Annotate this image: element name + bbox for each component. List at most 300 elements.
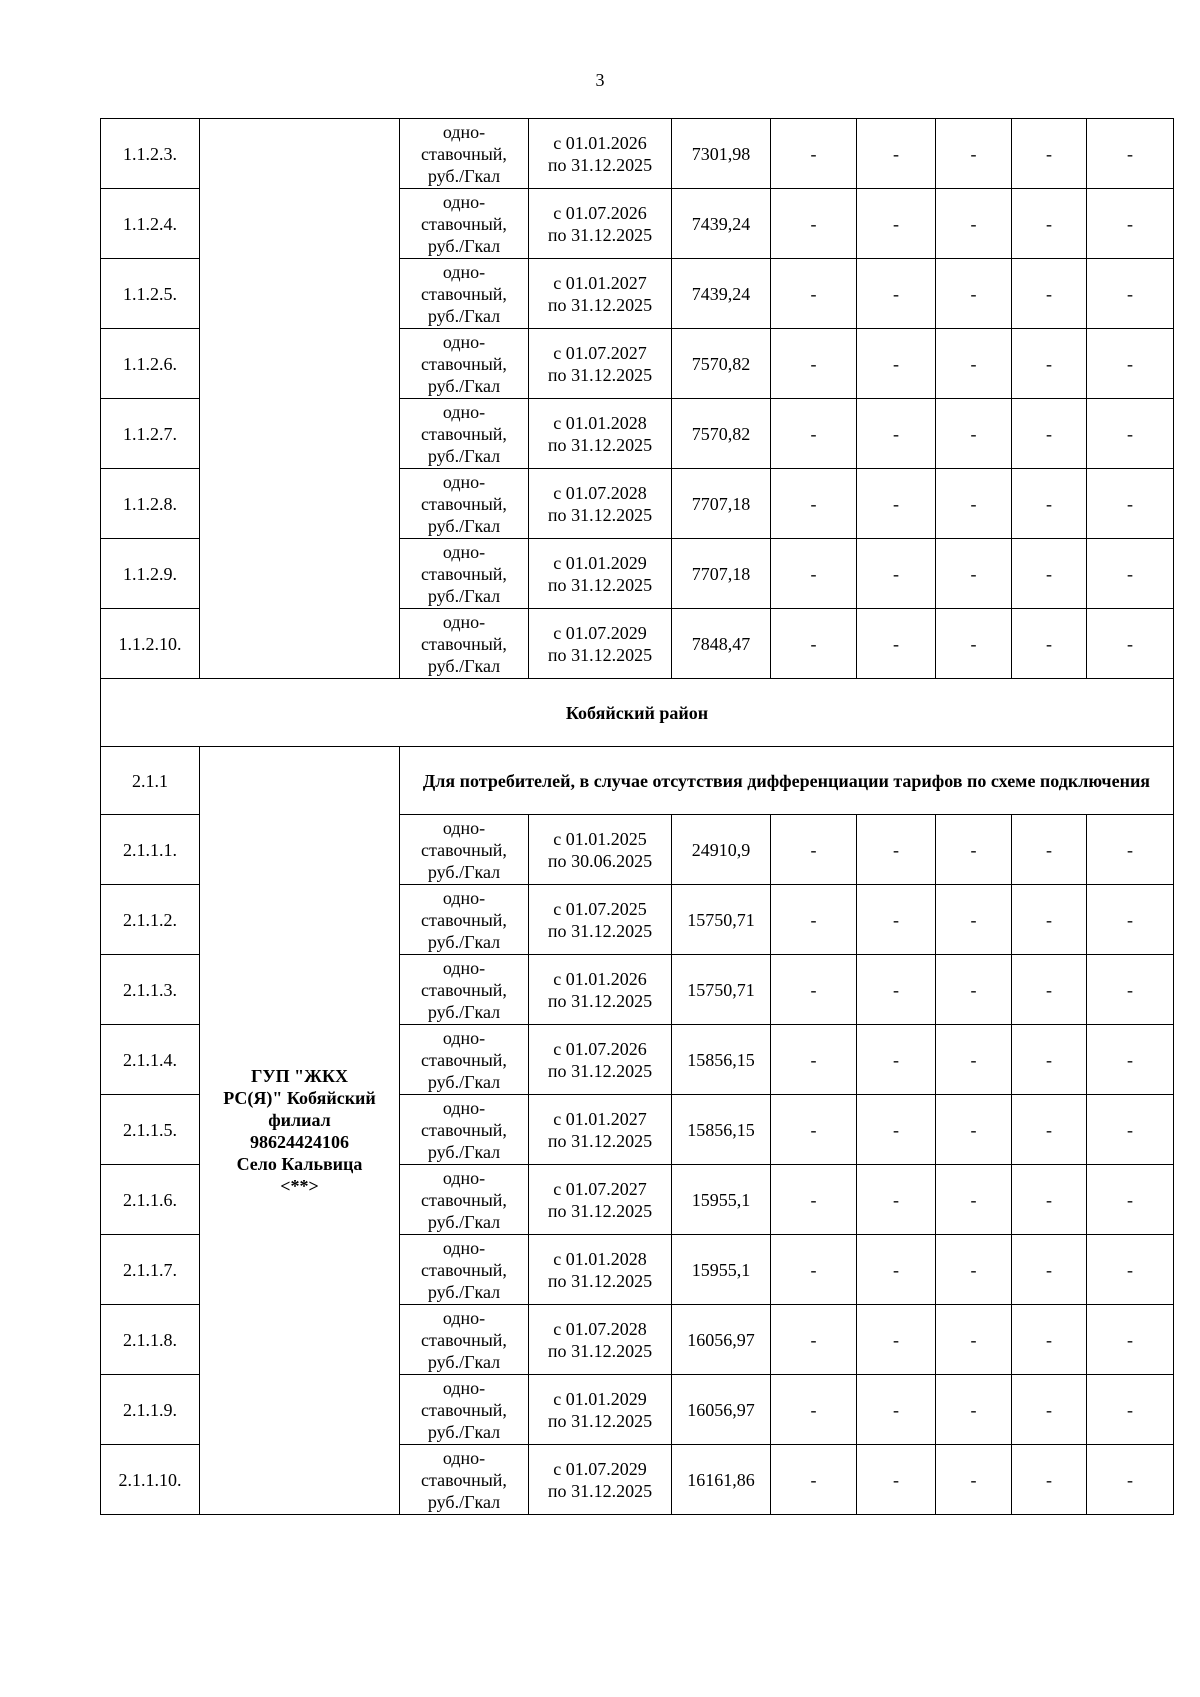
empty-dash-cell: - (1087, 1235, 1174, 1305)
period-prefix-to: по (547, 1480, 567, 1501)
empty-dash-cell: - (857, 1445, 936, 1515)
period-prefix-from: с (553, 412, 562, 433)
rate-type-line: одно- (442, 121, 486, 142)
rate-type-cell (400, 955, 529, 1025)
period-prefix-from: с (553, 1108, 562, 1129)
period-cell (529, 955, 672, 1025)
empty-dash-cell: - (1087, 329, 1174, 399)
tariff-table (100, 118, 1174, 1515)
period-to-date: 31.12.2025 (571, 1270, 653, 1291)
period-cell (529, 399, 672, 469)
period-prefix-from: с (553, 272, 562, 293)
period-prefix-to: по (547, 574, 567, 595)
rate-type-line: руб./Гкал (427, 165, 501, 186)
period-prefix-from: с (553, 828, 562, 849)
empty-dash-cell: - (936, 955, 1012, 1025)
period-prefix-from: с (553, 342, 562, 363)
empty-dash-cell: - (771, 955, 857, 1025)
empty-dash-cell: - (936, 1375, 1012, 1445)
region-row (101, 679, 1174, 747)
period-prefix-from: с (553, 968, 562, 989)
empty-dash-cell: - (1012, 1235, 1087, 1305)
empty-dash-cell: - (857, 815, 936, 885)
organization-line: филиал (268, 1109, 331, 1130)
period-prefix-from: с (553, 1388, 562, 1409)
period-from-date: 01.07.2028 (565, 482, 647, 503)
period-to-date: 31.12.2025 (571, 1060, 653, 1081)
table-row (101, 119, 1174, 189)
rate-type-cell (400, 1305, 529, 1375)
period-from-date: 01.01.2027 (565, 1108, 647, 1129)
rate-type-line: одно- (442, 887, 486, 908)
period-prefix-from: с (553, 1178, 562, 1199)
empty-dash-cell: - (1012, 885, 1087, 955)
empty-dash-cell: - (1087, 469, 1174, 539)
period-to-date: 31.12.2025 (571, 1130, 653, 1151)
empty-dash-cell: - (857, 329, 936, 399)
empty-dash-cell: - (771, 609, 857, 679)
empty-dash-cell: - (1087, 259, 1174, 329)
rate-type-line: ставочный, (421, 563, 507, 584)
rate-type-line: руб./Гкал (427, 305, 501, 326)
empty-dash-cell: - (1012, 399, 1087, 469)
period-from-date: 01.01.2028 (565, 412, 647, 433)
empty-dash-cell: - (936, 815, 1012, 885)
empty-dash-cell: - (1087, 1375, 1174, 1445)
period-from-date: 01.01.2027 (565, 272, 647, 293)
period-cell (529, 609, 672, 679)
empty-dash-cell: - (1087, 955, 1174, 1025)
tariff-value: 15856,15 (672, 1025, 771, 1095)
row-number: 2.1.1.2. (101, 885, 200, 955)
empty-dash-cell: - (771, 399, 857, 469)
rate-type-line: одно- (442, 1307, 486, 1328)
period-cell (529, 1305, 672, 1375)
empty-dash-cell: - (936, 119, 1012, 189)
row-number: 2.1.1.3. (101, 955, 200, 1025)
tariff-value: 15955,1 (672, 1235, 771, 1305)
empty-dash-cell: - (771, 1445, 857, 1515)
empty-dash-cell: - (1012, 119, 1087, 189)
rate-type-cell (400, 815, 529, 885)
row-number: 2.1.1.9. (101, 1375, 200, 1445)
rate-type-line: руб./Гкал (427, 1281, 501, 1302)
empty-dash-cell: - (771, 1025, 857, 1095)
empty-dash-cell: - (771, 119, 857, 189)
rate-type-line: руб./Гкал (427, 861, 501, 882)
rate-type-line: ставочный, (421, 909, 507, 930)
empty-dash-cell: - (1087, 399, 1174, 469)
rate-type-line: ставочный, (421, 839, 507, 860)
empty-dash-cell: - (857, 955, 936, 1025)
period-prefix-to: по (547, 990, 567, 1011)
period-from-date: 01.07.2029 (565, 622, 647, 643)
rate-type-line: одно- (442, 1097, 486, 1118)
empty-dash-cell: - (857, 259, 936, 329)
empty-dash-cell: - (1087, 1305, 1174, 1375)
empty-dash-cell: - (1012, 815, 1087, 885)
tariff-value: 16056,97 (672, 1305, 771, 1375)
rate-type-line: руб./Гкал (427, 445, 501, 466)
rate-type-line: руб./Гкал (427, 585, 501, 606)
period-from-date: 01.07.2029 (565, 1458, 647, 1479)
period-to-date: 31.12.2025 (571, 504, 653, 525)
period-from-date: 01.01.2025 (565, 828, 647, 849)
period-to-date: 31.12.2025 (571, 294, 653, 315)
row-number: 2.1.1.8. (101, 1305, 200, 1375)
rate-type-line: руб./Гкал (427, 375, 501, 396)
rate-type-line: одно- (442, 1447, 486, 1468)
empty-dash-cell: - (1012, 189, 1087, 259)
rate-type-line: ставочный, (421, 1189, 507, 1210)
empty-dash-cell: - (1087, 609, 1174, 679)
region-title: Кобяйский район (101, 679, 1174, 747)
rate-type-line: руб./Гкал (427, 1141, 501, 1162)
empty-dash-cell: - (857, 119, 936, 189)
empty-dash-cell: - (771, 1165, 857, 1235)
rate-type-line: ставочный, (421, 353, 507, 374)
rate-type-line: ставочный, (421, 1119, 507, 1140)
period-cell (529, 469, 672, 539)
rate-type-line: одно- (442, 1027, 486, 1048)
period-to-date: 31.12.2025 (571, 920, 653, 941)
empty-dash-cell: - (771, 1375, 857, 1445)
row-number: 2.1.1.1. (101, 815, 200, 885)
period-prefix-to: по (547, 504, 567, 525)
period-prefix-to: по (547, 224, 567, 245)
tariff-value: 15750,71 (672, 955, 771, 1025)
rate-type-cell (400, 399, 529, 469)
period-cell (529, 1445, 672, 1515)
organization-cell (200, 747, 400, 1515)
organization-line: 98624424106 (250, 1131, 349, 1152)
empty-dash-cell: - (857, 469, 936, 539)
empty-dash-cell: - (1012, 609, 1087, 679)
period-from-date: 01.01.2029 (565, 552, 647, 573)
empty-dash-cell: - (857, 1305, 936, 1375)
period-prefix-from: с (553, 132, 562, 153)
period-prefix-to: по (547, 294, 567, 315)
period-cell (529, 1025, 672, 1095)
tariff-value: 7707,18 (672, 539, 771, 609)
period-prefix-to: по (547, 1130, 567, 1151)
empty-dash-cell: - (936, 1235, 1012, 1305)
rate-type-cell (400, 1445, 529, 1515)
rate-type-cell (400, 885, 529, 955)
empty-dash-cell: - (1087, 119, 1174, 189)
rate-type-cell (400, 1095, 529, 1165)
empty-dash-cell: - (1087, 815, 1174, 885)
empty-dash-cell: - (771, 1235, 857, 1305)
period-prefix-to: по (547, 434, 567, 455)
rate-type-line: одно- (442, 1167, 486, 1188)
rate-type-line: одно- (442, 401, 486, 422)
empty-dash-cell: - (1012, 259, 1087, 329)
period-prefix-from: с (553, 1318, 562, 1339)
empty-dash-cell: - (771, 1305, 857, 1375)
row-number: 1.1.2.9. (101, 539, 200, 609)
period-cell (529, 119, 672, 189)
period-prefix-to: по (547, 1340, 567, 1361)
row-number: 2.1.1.7. (101, 1235, 200, 1305)
period-to-date: 31.12.2025 (571, 434, 653, 455)
rate-type-line: руб./Гкал (427, 235, 501, 256)
period-prefix-from: с (553, 622, 562, 643)
empty-dash-cell: - (857, 189, 936, 259)
period-prefix-from: с (553, 482, 562, 503)
period-prefix-from: с (553, 552, 562, 573)
group-row (101, 747, 1174, 815)
tariff-value: 7570,82 (672, 399, 771, 469)
rate-type-line: одно- (442, 541, 486, 562)
rate-type-line: ставочный, (421, 1329, 507, 1350)
row-number: 1.1.2.4. (101, 189, 200, 259)
period-cell (529, 259, 672, 329)
empty-dash-cell: - (771, 189, 857, 259)
empty-dash-cell: - (1087, 189, 1174, 259)
rate-type-line: одно- (442, 331, 486, 352)
rate-type-line: ставочный, (421, 1049, 507, 1070)
organization-line: ГУП "ЖКХ (250, 1065, 348, 1086)
empty-dash-cell: - (936, 1445, 1012, 1515)
period-to-date: 31.12.2025 (571, 1480, 653, 1501)
empty-dash-cell: - (771, 1095, 857, 1165)
organization-line: <**> (280, 1175, 319, 1196)
rate-type-cell (400, 539, 529, 609)
rate-type-cell (400, 1375, 529, 1445)
tariff-value: 7848,47 (672, 609, 771, 679)
empty-dash-cell: - (936, 1165, 1012, 1235)
period-cell (529, 815, 672, 885)
period-to-date: 31.12.2025 (571, 154, 653, 175)
rate-type-line: руб./Гкал (427, 655, 501, 676)
empty-dash-cell: - (1087, 1165, 1174, 1235)
empty-dash-cell: - (1012, 1305, 1087, 1375)
tariff-value: 7439,24 (672, 259, 771, 329)
row-number: 2.1.1.6. (101, 1165, 200, 1235)
empty-dash-cell: - (936, 1305, 1012, 1375)
period-to-date: 30.06.2025 (571, 850, 653, 871)
row-number: 2.1.1.4. (101, 1025, 200, 1095)
row-number: 1.1.2.8. (101, 469, 200, 539)
tariff-value: 24910,9 (672, 815, 771, 885)
empty-dash-cell: - (857, 1165, 936, 1235)
rate-type-line: руб./Гкал (427, 931, 501, 952)
rate-type-line: ставочный, (421, 143, 507, 164)
period-from-date: 01.07.2028 (565, 1318, 647, 1339)
empty-dash-cell: - (857, 539, 936, 609)
rate-type-line: одно- (442, 191, 486, 212)
tariff-value: 15856,15 (672, 1095, 771, 1165)
period-cell (529, 539, 672, 609)
row-number: 2.1.1.10. (101, 1445, 200, 1515)
rate-type-line: ставочный, (421, 283, 507, 304)
period-prefix-from: с (553, 898, 562, 919)
rate-type-line: одно- (442, 611, 486, 632)
period-from-date: 01.07.2025 (565, 898, 647, 919)
period-cell (529, 1235, 672, 1305)
rate-type-line: одно- (442, 817, 486, 838)
empty-dash-cell: - (857, 1235, 936, 1305)
empty-dash-cell: - (936, 1025, 1012, 1095)
empty-dash-cell: - (936, 1095, 1012, 1165)
rate-type-line: ставочный, (421, 213, 507, 234)
row-number: 1.1.2.5. (101, 259, 200, 329)
period-cell (529, 189, 672, 259)
row-number: 1.1.2.3. (101, 119, 200, 189)
rate-type-line: руб./Гкал (427, 1491, 501, 1512)
period-prefix-to: по (547, 364, 567, 385)
period-prefix-from: с (553, 1458, 562, 1479)
empty-dash-cell: - (1012, 1165, 1087, 1235)
rate-type-line: руб./Гкал (427, 515, 501, 536)
period-from-date: 01.01.2029 (565, 1388, 647, 1409)
rate-type-cell (400, 609, 529, 679)
tariff-value: 7301,98 (672, 119, 771, 189)
rate-type-line: одно- (442, 261, 486, 282)
tariff-value: 7439,24 (672, 189, 771, 259)
empty-dash-cell: - (857, 1375, 936, 1445)
organization-cell-continued (200, 119, 400, 679)
group-number: 2.1.1 (101, 747, 200, 815)
empty-dash-cell: - (1012, 1445, 1087, 1515)
period-from-date: 01.07.2027 (565, 342, 647, 363)
empty-dash-cell: - (771, 539, 857, 609)
period-prefix-to: по (547, 1060, 567, 1081)
rate-type-cell (400, 189, 529, 259)
period-to-date: 31.12.2025 (571, 1200, 653, 1221)
period-cell (529, 1165, 672, 1235)
empty-dash-cell: - (1087, 1025, 1174, 1095)
period-to-date: 31.12.2025 (571, 990, 653, 1011)
period-prefix-to: по (547, 644, 567, 665)
period-cell (529, 1095, 672, 1165)
empty-dash-cell: - (857, 885, 936, 955)
period-from-date: 01.01.2026 (565, 132, 647, 153)
rate-type-cell (400, 469, 529, 539)
rate-type-line: одно- (442, 957, 486, 978)
row-number: 1.1.2.6. (101, 329, 200, 399)
rate-type-line: руб./Гкал (427, 1211, 501, 1232)
empty-dash-cell: - (771, 815, 857, 885)
rate-type-cell (400, 259, 529, 329)
rate-type-line: ставочный, (421, 1399, 507, 1420)
group-heading: Для потребителей, в случае отсутствия дифференциации тарифов по схеме подключения (400, 747, 1174, 815)
row-number: 2.1.1.5. (101, 1095, 200, 1165)
empty-dash-cell: - (771, 259, 857, 329)
period-from-date: 01.07.2026 (565, 202, 647, 223)
empty-dash-cell: - (771, 885, 857, 955)
empty-dash-cell: - (1012, 469, 1087, 539)
rate-type-line: ставочный, (421, 1469, 507, 1490)
organization-line: РС(Я)" Кобяйский (223, 1087, 376, 1108)
period-to-date: 31.12.2025 (571, 644, 653, 665)
empty-dash-cell: - (936, 539, 1012, 609)
rate-type-cell (400, 119, 529, 189)
period-prefix-from: с (553, 202, 562, 223)
period-prefix-to: по (547, 154, 567, 175)
rate-type-cell (400, 329, 529, 399)
tariff-value: 7707,18 (672, 469, 771, 539)
empty-dash-cell: - (936, 259, 1012, 329)
period-from-date: 01.01.2028 (565, 1248, 647, 1269)
empty-dash-cell: - (1087, 1095, 1174, 1165)
period-prefix-to: по (547, 1270, 567, 1291)
empty-dash-cell: - (1087, 885, 1174, 955)
rate-type-line: ставочный, (421, 423, 507, 444)
period-prefix-from: с (553, 1248, 562, 1269)
rate-type-line: руб./Гкал (427, 1351, 501, 1372)
tariff-value: 7570,82 (672, 329, 771, 399)
period-prefix-to: по (547, 1410, 567, 1431)
rate-type-line: одно- (442, 471, 486, 492)
period-from-date: 01.07.2027 (565, 1178, 647, 1199)
empty-dash-cell: - (857, 399, 936, 469)
period-from-date: 01.07.2026 (565, 1038, 647, 1059)
rate-type-line: ставочный, (421, 979, 507, 1000)
empty-dash-cell: - (1012, 955, 1087, 1025)
period-cell (529, 885, 672, 955)
empty-dash-cell: - (936, 609, 1012, 679)
empty-dash-cell: - (1012, 1375, 1087, 1445)
rate-type-line: ставочный, (421, 633, 507, 654)
empty-dash-cell: - (1087, 539, 1174, 609)
rate-type-line: руб./Гкал (427, 1001, 501, 1022)
empty-dash-cell: - (857, 1095, 936, 1165)
empty-dash-cell: - (1012, 539, 1087, 609)
period-from-date: 01.01.2026 (565, 968, 647, 989)
tariff-value: 16161,86 (672, 1445, 771, 1515)
rate-type-cell (400, 1025, 529, 1095)
period-prefix-to: по (547, 920, 567, 941)
rate-type-line: руб./Гкал (427, 1421, 501, 1442)
period-to-date: 31.12.2025 (571, 1340, 653, 1361)
empty-dash-cell: - (857, 1025, 936, 1095)
rate-type-line: одно- (442, 1377, 486, 1398)
period-cell (529, 1375, 672, 1445)
rate-type-cell (400, 1235, 529, 1305)
empty-dash-cell: - (771, 329, 857, 399)
empty-dash-cell: - (771, 469, 857, 539)
organization-line: Село Кальвица (236, 1153, 363, 1174)
empty-dash-cell: - (936, 329, 1012, 399)
rate-type-line: одно- (442, 1237, 486, 1258)
tariff-value: 16056,97 (672, 1375, 771, 1445)
period-prefix-from: с (553, 1038, 562, 1059)
empty-dash-cell: - (936, 469, 1012, 539)
period-prefix-to: по (547, 1200, 567, 1221)
row-number: 1.1.2.7. (101, 399, 200, 469)
empty-dash-cell: - (936, 885, 1012, 955)
empty-dash-cell: - (936, 189, 1012, 259)
rate-type-line: руб./Гкал (427, 1071, 501, 1092)
row-number: 1.1.2.10. (101, 609, 200, 679)
period-to-date: 31.12.2025 (571, 224, 653, 245)
tariff-value: 15750,71 (672, 885, 771, 955)
period-to-date: 31.12.2025 (571, 1410, 653, 1431)
rate-type-line: ставочный, (421, 493, 507, 514)
period-cell (529, 329, 672, 399)
empty-dash-cell: - (1087, 1445, 1174, 1515)
period-to-date: 31.12.2025 (571, 364, 653, 385)
period-to-date: 31.12.2025 (571, 574, 653, 595)
empty-dash-cell: - (1012, 1095, 1087, 1165)
empty-dash-cell: - (1012, 329, 1087, 399)
period-prefix-to: по (547, 850, 567, 871)
empty-dash-cell: - (1012, 1025, 1087, 1095)
empty-dash-cell: - (857, 609, 936, 679)
rate-type-cell (400, 1165, 529, 1235)
